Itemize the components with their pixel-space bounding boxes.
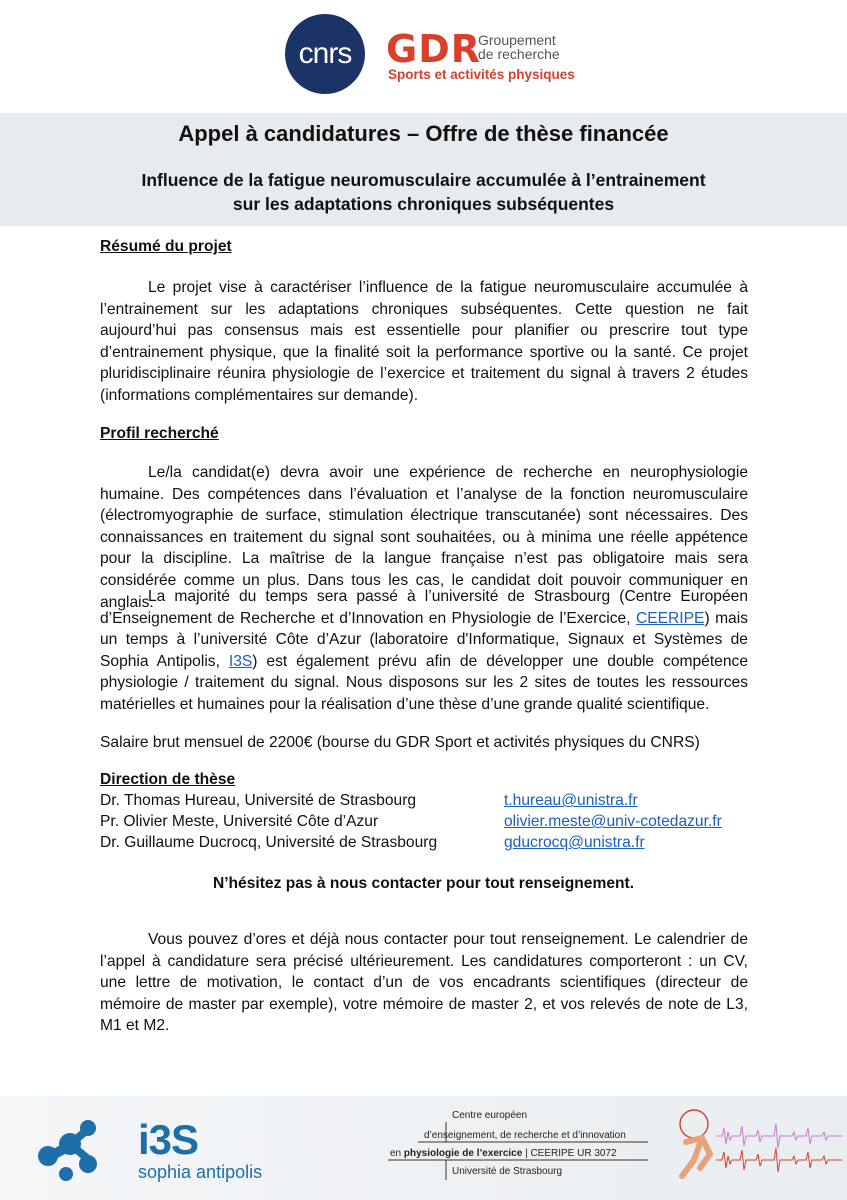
ceeripe-line-4: Université de Strasbourg xyxy=(452,1166,563,1177)
profil-heading: Profil recherché xyxy=(100,425,219,442)
i3s-logo xyxy=(36,1110,266,1190)
director-email-link[interactable]: gducrocq@unistra.fr xyxy=(504,834,645,851)
ceeripe-line-3-prefix: en xyxy=(390,1148,404,1159)
page-subtitle xyxy=(0,168,847,216)
page-title: Appel à candidatures – Offre de thèse financée xyxy=(178,121,669,146)
director-name: Pr. Olivier Meste, Université Côte d’Azur xyxy=(100,813,379,830)
director-name: Dr. Guillaume Ducrocq, Université de Strasbourg xyxy=(100,834,438,851)
subtitle-line-1: Influence de la fatigue neuromusculaire accumulée à l’entrainement xyxy=(141,170,706,190)
direction-row xyxy=(100,832,748,854)
gdr-line-sports: Sports et activités physiques xyxy=(388,67,575,82)
i3s-logo-sub: sophia antipolis xyxy=(138,1162,263,1182)
ceeripe-link[interactable]: CEERIPE xyxy=(635,609,705,627)
direction-row xyxy=(100,790,748,812)
gdr-line-recherche: de recherche xyxy=(478,46,560,62)
ceeripe-line-3-bold: physiologie de l’exercice xyxy=(403,1148,523,1159)
direction-row xyxy=(100,811,748,833)
ceeripe-line-3-suffix: | CEERIPE UR 3072 xyxy=(522,1148,617,1159)
director-email-link[interactable]: t.hureau@unistra.fr xyxy=(504,792,638,809)
gdr-mark: GDR xyxy=(386,27,481,71)
contact-note: N’hésitez pas à nous contacter pour tout renseignement. xyxy=(212,875,635,892)
i3s-link[interactable]: I3S xyxy=(228,652,253,670)
subtitle-line-2: sur les adaptations chroniques subséquentes xyxy=(232,194,615,214)
i3s-logo-text: i3S xyxy=(138,1116,199,1163)
footer-logos xyxy=(0,1096,847,1200)
header-logos xyxy=(0,0,847,113)
ceeripe-line-2: d’enseignement, de recherche et d’innovation xyxy=(424,1130,626,1141)
profil-paragraph-1: Le/la candidat(e) devra avoir une expérience de recherche en neurophysiologie humaine. Des compétences dans l’évaluation et l’analyse de la fonction neuromusculaire (électromyographie de surface, stimulation électrique transcutanée) sont nécessaires. Des connaissances en traitement du signal sont souhaitées, ou à minima une réelle appétence pour la discipline. La maîtrise de la langue française n’est pas obligatoire mais sera considérée comme un plus. Dans tous les cas, le candidat doit pouvoir communiquer en anglais. xyxy=(100,464,748,611)
ceeripe-line-1: Centre européen xyxy=(452,1110,528,1121)
ceeripe-line-3 xyxy=(390,1148,617,1160)
gdr-logo xyxy=(386,28,596,88)
profil-paragraph-2 xyxy=(100,586,748,716)
application-paragraph: Vous pouvez d’ores et déjà nous contacter pour tout renseignement. Le calendrier de l’appel à candidature sera précisé ultérieurement. Les candidatures comporteront : un CV, une lettre de motivation, le contact d’un de vos encadrants scientifiques (directeur de mémoire de master par exemple), votre mémoire de master 2, et vos relevés de note de L3, M1 et M2. xyxy=(100,931,748,1035)
profil-text-b: ) mais un temps à l’université Côte d’Azur (laboratoire d'Informatique, Signaux et Systèmes de Sophia Antipolis, xyxy=(100,609,748,670)
cnrs-logo xyxy=(285,14,365,94)
director-name: Dr. Thomas Hureau, Université de Strasbourg xyxy=(100,792,417,809)
ceeripe-runner-emg-icon xyxy=(656,1102,846,1192)
gdr-line-groupement: Groupement xyxy=(478,32,556,48)
director-email-link[interactable]: olivier.meste@univ-cotedazur.fr xyxy=(504,813,722,830)
ceeripe-logo xyxy=(388,1108,648,1194)
profil-text-c: ) est également prévu afin de développer une double compétence physiologie / traitement du signal. Nous disposons sur les 2 sites de toutes les ressources matérielles et humaines pour la réalisation d’une thèse d’une grande qualité scientifique. xyxy=(100,652,748,713)
direction-heading: Direction de thèse xyxy=(100,771,236,788)
resume-heading: Résumé du projet xyxy=(100,238,232,255)
i3s-molecule-icon xyxy=(36,1116,106,1186)
cnrs-logo-text: cnrs xyxy=(298,37,352,70)
salary-line: Salaire brut mensuel de 2200€ (bourse du GDR Sport et activités physiques du CNRS) xyxy=(100,734,700,751)
resume-paragraph: Le projet vise à caractériser l’influence de la fatigue neuromusculaire accumulée à l’entrainement sur les adaptations chroniques subséquentes. Cette question ne fait aujourd’hui pas consensus mais est essentielle pour planifier ou prescrire tout type d’entrainement physique, que la finalité soit la performance sportive ou la santé. Ce projet pluridisciplinaire réunira physiologie de l’exercice et traitement du signal à travers 2 études (informations complémentaires sur demande). xyxy=(100,279,748,404)
profil-text-a: La majorité du temps sera passé à l’université de Strasbourg (Centre Européen d’Enseignement de Recherche et d’Innovation en Physiologie de l’Exercice, xyxy=(100,588,748,627)
